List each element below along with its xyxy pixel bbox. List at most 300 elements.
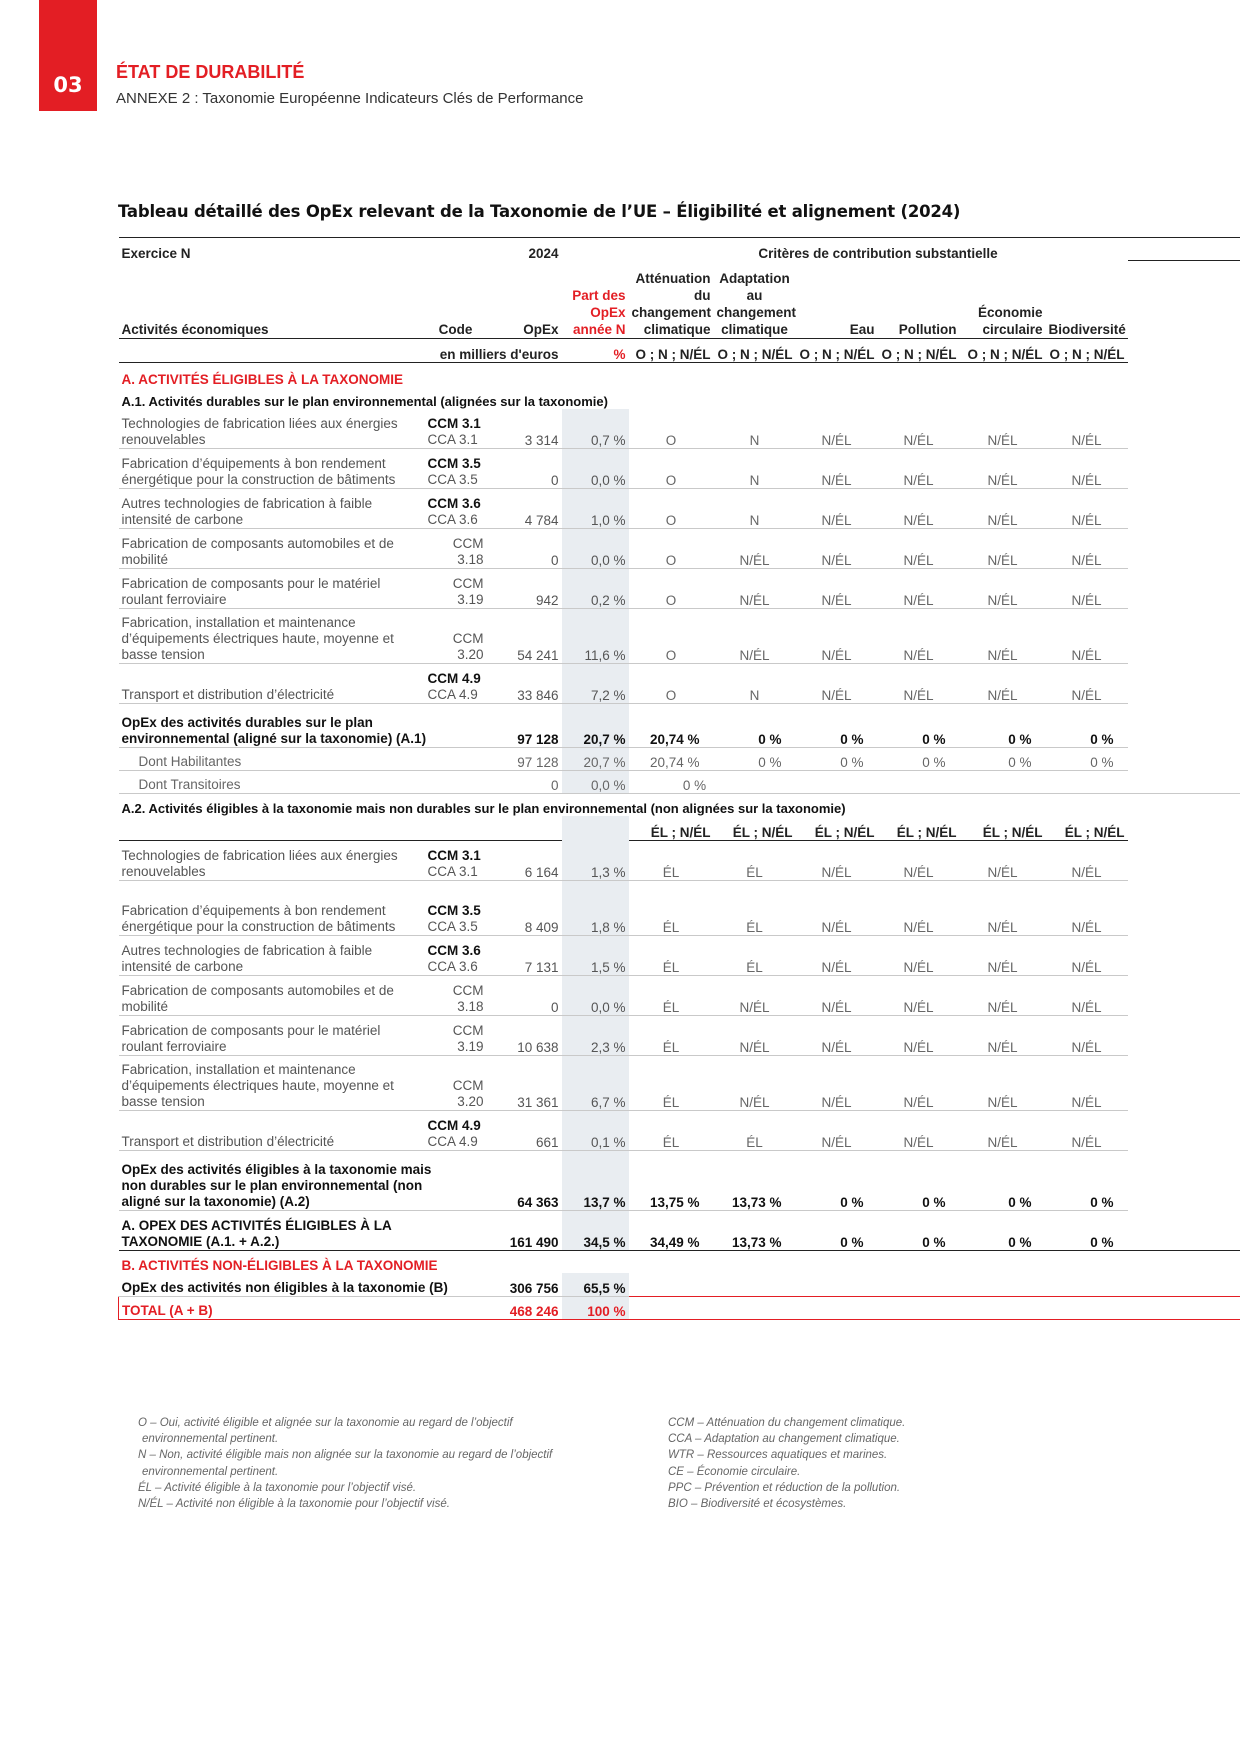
- criterion-value: N/ÉL: [714, 609, 796, 664]
- table-units-row: [119, 339, 1240, 363]
- a-total-row: [119, 1210, 1240, 1250]
- opex-value: 8 409: [487, 880, 562, 935]
- activity-row: [119, 1055, 1240, 1110]
- criterion-value: N/ÉL: [878, 569, 960, 609]
- criterion-value: N/ÉL: [878, 1055, 960, 1110]
- criterion-value: N/ÉL: [1046, 529, 1128, 569]
- ccm-column-header-line: climatique: [643, 322, 711, 337]
- criterion-value: O: [629, 489, 714, 529]
- grand-total-row-label: TOTAL (A + B): [119, 1297, 487, 1320]
- activity-code-number: 3.19: [457, 592, 484, 607]
- a-total-row-label: A. OPEX DES ACTIVITÉS ÉLIGIBLES À LA TAXONOMIE (A.1. + A.2.): [119, 1210, 487, 1250]
- criterion-value: N/ÉL: [1046, 1015, 1128, 1055]
- activity-code-primary: CCM 3.1: [427, 416, 481, 431]
- empty-cell: [1128, 339, 1240, 363]
- criterion-value: 13,73 %: [714, 1210, 796, 1250]
- criterion-value: O: [629, 569, 714, 609]
- activity-code: [425, 664, 487, 704]
- a2-units-row: [119, 816, 1240, 840]
- activity-code-prefix: CCM: [452, 1022, 484, 1038]
- criterion-value: 0 %: [960, 704, 1046, 748]
- criterion-value: N/ÉL: [960, 609, 1046, 664]
- criterion-value: 0 %: [878, 1150, 960, 1210]
- criteria-unit: O ; N ; N/ÉL: [796, 339, 878, 363]
- activity-code-primary: CCM 3.5: [427, 456, 481, 471]
- activity-code-secondary: CCA 3.1: [427, 863, 478, 879]
- activity-code-prefix: CCM: [452, 631, 484, 646]
- criterion-value: 0 %: [1046, 1150, 1128, 1210]
- activity-code-prefix: CCM: [452, 982, 484, 998]
- criterion-value: O: [629, 609, 714, 664]
- activity-code-prefix: CCM: [452, 1077, 484, 1093]
- criterion-value: 13,73 %: [714, 1150, 796, 1210]
- criterion-value: 34,49 %: [629, 1210, 714, 1250]
- criterion-value: N/ÉL: [878, 664, 960, 704]
- activity-name: Fabrication de composants pour le matériel roulant ferroviaire: [119, 569, 425, 609]
- empty-cell: [1046, 1297, 1128, 1320]
- activity-code-number: 3.18: [457, 552, 484, 567]
- criterion-value: 20,74 %: [629, 748, 714, 771]
- criterion-value: 0 %: [714, 748, 796, 771]
- empty-cell: [714, 1297, 796, 1320]
- empty-cell: [714, 1273, 796, 1297]
- b-row: [119, 1273, 1240, 1297]
- activity-code: [425, 840, 487, 880]
- empty-cell: [1128, 975, 1240, 1015]
- criterion-value: N/ÉL: [1046, 840, 1128, 880]
- a-total-row-opex: 161 490: [487, 1210, 562, 1250]
- activity-code-number: 3.20: [457, 647, 484, 662]
- activity-code-number: 3.18: [457, 998, 484, 1014]
- criterion-value: N/ÉL: [878, 489, 960, 529]
- opex-value: 3 314: [487, 409, 562, 449]
- activity-name: Technologies de fabrication liées aux énergies renouvelables: [119, 840, 425, 880]
- criteria-unit: ÉL ; N/ÉL: [1046, 816, 1128, 840]
- pollution-column-header: Pollution: [898, 322, 957, 337]
- opex-value: 54 241: [487, 609, 562, 664]
- a1-total-row: [119, 704, 1240, 748]
- criterion-value: N/ÉL: [878, 449, 960, 489]
- empty-cell: [1128, 748, 1240, 771]
- criterion-value: ÉL: [629, 1055, 714, 1110]
- empty-cell: [562, 816, 629, 840]
- empty-cell: [1128, 409, 1240, 449]
- legend-note: WTR – Ressources aquatiques et marines.: [668, 1449, 888, 1462]
- criterion-value: N/ÉL: [878, 609, 960, 664]
- criteria-unit: ÉL ; N/ÉL: [878, 816, 960, 840]
- share-value: 0,1 %: [562, 1110, 629, 1150]
- empty-cell: [1128, 704, 1240, 748]
- empty-cell: [1128, 1273, 1240, 1297]
- cca-column-header-line: climatique: [721, 322, 788, 337]
- activity-name: Transport et distribution d’électricité: [119, 1110, 425, 1150]
- criterion-value: ÉL: [629, 840, 714, 880]
- activity-code: [425, 489, 487, 529]
- activity-code-number: 3.20: [457, 1093, 484, 1109]
- opex-table: [118, 237, 1240, 1320]
- circular-column-header-line: Économie: [977, 305, 1043, 320]
- empty-cell: [1128, 664, 1240, 704]
- criterion-value: N/ÉL: [1046, 489, 1128, 529]
- activity-code-primary: CCM 3.5: [427, 902, 481, 918]
- grand-total-row: [119, 1297, 1240, 1320]
- a1-total-row-label: OpEx des activités durables sur le plan environnemental (aligné sur la taxonomie) (A.1): [119, 704, 487, 748]
- activity-name: Fabrication d’équipements à bon rendement énergétique pour la construction de bâtiments: [119, 449, 425, 489]
- share-value: 0,7 %: [562, 409, 629, 449]
- criterion-value: 0 %: [714, 704, 796, 748]
- criterion-value: [796, 771, 878, 794]
- criterion-value: ÉL: [714, 1110, 796, 1150]
- empty-cell: [1128, 609, 1240, 664]
- activity-row: [119, 1110, 1240, 1150]
- criterion-value: N: [714, 409, 796, 449]
- opex-value: 0: [487, 975, 562, 1015]
- a1-total-row-opex: 97 128: [487, 704, 562, 748]
- section-title: ÉTAT DE DURABILITÉ: [116, 62, 305, 82]
- criterion-value: 20,74 %: [629, 704, 714, 748]
- criterion-value: N/ÉL: [878, 529, 960, 569]
- criterion-value: N/ÉL: [1046, 609, 1128, 664]
- grand-total-row-share: 100 %: [562, 1297, 629, 1320]
- a1-transitional-row-opex: 0: [550, 778, 559, 793]
- empty-cell: [1128, 1110, 1240, 1150]
- activity-code: [425, 880, 487, 935]
- criterion-value: 0 %: [1046, 748, 1128, 771]
- activity-code: [425, 409, 487, 449]
- cca-column-header: [714, 261, 796, 339]
- criterion-value: N/ÉL: [1046, 1055, 1128, 1110]
- criterion-value: N/ÉL: [960, 664, 1046, 704]
- activity-code-primary: CCM 3.1: [427, 847, 481, 863]
- ccm-column-header: [629, 261, 714, 339]
- legend-notes-left: [138, 1415, 552, 1512]
- empty-cell: [796, 1297, 878, 1320]
- empty-cell: [1046, 1273, 1128, 1297]
- criterion-value: N/ÉL: [1046, 409, 1128, 449]
- share-column-header: [562, 261, 629, 339]
- activity-row: [119, 1015, 1240, 1055]
- empty-cell: [1128, 261, 1240, 339]
- activity-code: [425, 935, 487, 975]
- criterion-value: N/ÉL: [1046, 880, 1128, 935]
- criterion-value: N/ÉL: [1046, 975, 1128, 1015]
- section-a2-title: A.2. Activités éligibles à la taxonomie mais non durables sur le plan environnemental (non alignées sur la taxonomie): [119, 794, 1240, 817]
- activity-code-number: 3.19: [457, 1038, 484, 1054]
- criterion-value: ÉL: [629, 1015, 714, 1055]
- criterion-value: N/ÉL: [960, 1055, 1046, 1110]
- criterion-value: ÉL: [714, 840, 796, 880]
- legend-note: ÉL – Activité éligible à la taxonomie pour l’objectif visé.: [138, 1481, 417, 1494]
- activity-row: [119, 489, 1240, 529]
- activity-code-secondary: CCA 3.5: [427, 472, 478, 487]
- biodiversity-column-header: Biodiversité: [1048, 322, 1126, 337]
- share-value: 2,3 %: [562, 1015, 629, 1055]
- activity-code: [425, 975, 487, 1015]
- criterion-value: ÉL: [629, 975, 714, 1015]
- ccm-column-header-line: changement: [631, 305, 712, 320]
- opex-unit: en milliers d'euros: [425, 339, 562, 363]
- criterion-value: N/ÉL: [1046, 1110, 1128, 1150]
- empty-cell: [119, 339, 425, 363]
- activity-row: [119, 449, 1240, 489]
- activity-code: [425, 1015, 487, 1055]
- cca-column-header-line: changement: [716, 305, 797, 320]
- activity-code-prefix: CCM: [452, 536, 484, 551]
- criterion-value: N/ÉL: [796, 409, 878, 449]
- criterion-value: N/ÉL: [878, 935, 960, 975]
- criterion-value: N/ÉL: [960, 569, 1046, 609]
- opex-value: 6 164: [487, 840, 562, 880]
- share-value: 1,8 %: [562, 880, 629, 935]
- ccm-column-header-line: Atténuation: [635, 271, 711, 286]
- a1-enabling-row: [119, 748, 1240, 771]
- legend-note: CCA – Adaptation au changement climatique.: [668, 1433, 900, 1446]
- criterion-value: N/ÉL: [796, 935, 878, 975]
- criterion-value: N/ÉL: [1046, 664, 1128, 704]
- legend-note: BIO – Biodiversité et écosystèmes.: [668, 1498, 847, 1511]
- activity-code-secondary: CCA 3.1: [427, 432, 478, 447]
- circular-column-header: [960, 261, 1046, 339]
- activity-code-primary: CCM 4.9: [427, 671, 481, 686]
- share-value: 0,2 %: [562, 569, 629, 609]
- criterion-value: N/ÉL: [796, 1015, 878, 1055]
- criterion-value: N/ÉL: [796, 664, 878, 704]
- criterion-value: 0 %: [960, 748, 1046, 771]
- criterion-value: N/ÉL: [878, 975, 960, 1015]
- share-column-header-line: OpEx: [590, 305, 626, 320]
- opex-value: 31 361: [487, 1055, 562, 1110]
- empty-cell: [487, 816, 562, 840]
- table-column-header: [119, 261, 1240, 339]
- criterion-value: N/ÉL: [960, 935, 1046, 975]
- criterion-value: 0 %: [878, 748, 960, 771]
- code-column-header: Code: [438, 322, 473, 337]
- criterion-value: N/ÉL: [714, 529, 796, 569]
- activity-name: Transport et distribution d’électricité: [119, 664, 425, 704]
- ccm-column-header-line: du: [694, 288, 711, 303]
- criterion-value: N/ÉL: [960, 409, 1046, 449]
- criterion-value: 0 %: [796, 1150, 878, 1210]
- empty-cell: [1128, 1210, 1240, 1250]
- activity-name: Fabrication de composants automobiles et de mobilité: [119, 529, 425, 569]
- criterion-value: N/ÉL: [714, 975, 796, 1015]
- activity-code-primary: CCM 4.9: [427, 1117, 481, 1133]
- criterion-value: ÉL: [714, 935, 796, 975]
- criterion-value: O: [629, 449, 714, 489]
- criterion-value: N/ÉL: [714, 1055, 796, 1110]
- criterion-value: N/ÉL: [796, 880, 878, 935]
- empty-cell: [1128, 449, 1240, 489]
- criterion-value: N/ÉL: [960, 840, 1046, 880]
- criterion-value: N/ÉL: [796, 449, 878, 489]
- criterion-value: N/ÉL: [878, 880, 960, 935]
- criterion-value: N/ÉL: [960, 1015, 1046, 1055]
- activity-code-secondary: CCA 4.9: [427, 1133, 478, 1149]
- opex-value: 0: [487, 449, 562, 489]
- section-a1-heading: [119, 387, 1240, 409]
- a1-enabling-row-opex: 97 128: [487, 748, 562, 771]
- activity-code: [425, 1110, 487, 1150]
- criterion-value: N: [714, 664, 796, 704]
- opex-value: 33 846: [487, 664, 562, 704]
- criterion-value: N/ÉL: [960, 489, 1046, 529]
- empty-cell: [1128, 771, 1240, 794]
- share-value: 6,7 %: [562, 1055, 629, 1110]
- activity-name: Fabrication de composants automobiles et de mobilité: [119, 975, 425, 1015]
- table-top-header: [119, 238, 1240, 261]
- activity-name: Fabrication de composants pour le matériel roulant ferroviaire: [119, 1015, 425, 1055]
- share-value: 0,0 %: [562, 975, 629, 1015]
- b-row-opex: 306 756: [487, 1273, 562, 1297]
- empty-cell: [562, 238, 629, 261]
- legend-note: CE – Économie circulaire.: [668, 1465, 801, 1478]
- empty-cell: [1128, 1297, 1240, 1320]
- activity-row: [119, 935, 1240, 975]
- criterion-value: [878, 771, 960, 794]
- criteria-unit: O ; N ; N/ÉL: [714, 339, 796, 363]
- empty-cell: [1128, 1055, 1240, 1110]
- criterion-value: N/ÉL: [960, 449, 1046, 489]
- empty-cell: [1128, 1150, 1240, 1210]
- criterion-value: N/ÉL: [796, 840, 878, 880]
- criterion-value: N/ÉL: [796, 529, 878, 569]
- criterion-value: 0 %: [960, 1150, 1046, 1210]
- share-value: 1,0 %: [562, 489, 629, 529]
- empty-cell: [960, 1273, 1046, 1297]
- criteria-unit: ÉL ; N/ÉL: [714, 816, 796, 840]
- activity-name: Technologies de fabrication liées aux énergies renouvelables: [119, 409, 425, 449]
- empty-cell: [960, 1297, 1046, 1320]
- criterion-value: N: [714, 449, 796, 489]
- activity-row: [119, 409, 1240, 449]
- circular-column-header-line: circulaire: [982, 322, 1043, 337]
- a1-transitional-row-share: 0,0 %: [562, 771, 629, 794]
- section-a-title: A. ACTIVITÉS ÉLIGIBLES À LA TAXONOMIE: [121, 372, 404, 387]
- criterion-value: N/ÉL: [1046, 935, 1128, 975]
- b-row-share: 65,5 %: [562, 1273, 629, 1297]
- share-column-header-line: Part des: [572, 288, 626, 303]
- section-b-title: B. ACTIVITÉS NON-ÉLIGIBLES À LA TAXONOMIE: [121, 1257, 438, 1273]
- criterion-value: N/ÉL: [714, 1015, 796, 1055]
- activity-name: Autres technologies de fabrication à faible intensité de carbone: [119, 935, 425, 975]
- activity-code-primary: CCM 3.6: [427, 942, 481, 958]
- a1-transitional-row-label: Dont Transitoires: [138, 777, 241, 792]
- criterion-value: N/ÉL: [960, 880, 1046, 935]
- activity-name: Fabrication, installation et maintenance d’équipements électriques haute, moyenne et basse tension: [119, 1055, 425, 1110]
- share-value: 0,0 %: [562, 449, 629, 489]
- activity-row: [119, 529, 1240, 569]
- legend-note: N – Non, activité éligible mais non alignée sur la taxonomie au regard de l’objectif: [138, 1449, 553, 1462]
- chapter-number: 03: [53, 73, 83, 97]
- activity-code-secondary: CCA 3.6: [427, 958, 478, 974]
- activity-column-header: Activités économiques: [121, 322, 269, 337]
- a-total-row-share: 34,5 %: [562, 1210, 629, 1250]
- activity-row: [119, 609, 1240, 664]
- criterion-value: N/ÉL: [960, 975, 1046, 1015]
- share-column-header-line: année N: [572, 322, 626, 337]
- criterion-value: ÉL: [714, 880, 796, 935]
- empty-cell: [1128, 489, 1240, 529]
- criterion-value: N/ÉL: [960, 1110, 1046, 1150]
- criterion-value: N/ÉL: [878, 409, 960, 449]
- criterion-value: N/ÉL: [796, 1055, 878, 1110]
- criterion-value: O: [629, 529, 714, 569]
- activity-name: Fabrication d’équipements à bon rendement énergétique pour la construction de bâtiments: [119, 880, 425, 935]
- water-column-header: Eau: [849, 322, 875, 337]
- criterion-value: [960, 771, 1046, 794]
- empty-cell: [1128, 569, 1240, 609]
- a1-enabling-row-label: Dont Habilitantes: [119, 748, 487, 771]
- a2-total-row-opex: 64 363: [487, 1150, 562, 1210]
- activity-code-prefix: CCM: [452, 576, 484, 591]
- legend-notes-right: [668, 1415, 905, 1512]
- legend-note: environnemental pertinent.: [142, 1465, 279, 1478]
- legend-note: environnemental pertinent.: [142, 1433, 279, 1446]
- criterion-value: N/ÉL: [796, 1110, 878, 1150]
- share-value: 7,2 %: [562, 664, 629, 704]
- cca-column-header-line: Adaptation: [719, 271, 790, 286]
- criterion-value: [1046, 771, 1128, 794]
- activity-code: [425, 449, 487, 489]
- criteria-unit: O ; N ; N/ÉL: [629, 339, 714, 363]
- section-a1-title: A.1. Activités durables sur le plan environnemental (alignées sur la taxonomie): [121, 394, 608, 409]
- b-row-label: OpEx des activités non éligibles à la taxonomie (B): [119, 1273, 487, 1297]
- activity-code-primary: CCM 3.6: [427, 496, 481, 511]
- activity-row: [119, 840, 1240, 880]
- criteria-unit: ÉL ; N/ÉL: [960, 816, 1046, 840]
- empty-cell: [1128, 816, 1240, 840]
- criteria-unit: ÉL ; N/ÉL: [796, 816, 878, 840]
- activity-code-secondary: CCA 3.6: [427, 512, 478, 527]
- share-value: 1,5 %: [562, 935, 629, 975]
- criterion-value: O: [629, 409, 714, 449]
- opex-value: 4 784: [487, 489, 562, 529]
- criterion-value: 0 %: [878, 704, 960, 748]
- grand-total-row-opex: 468 246: [487, 1297, 562, 1320]
- a2-total-row-share: 13,7 %: [562, 1150, 629, 1210]
- activity-code-secondary: CCA 4.9: [427, 687, 478, 702]
- opex-value: 942: [487, 569, 562, 609]
- criterion-value: N/ÉL: [1046, 449, 1128, 489]
- empty-cell: [1128, 935, 1240, 975]
- criterion-value: N/ÉL: [796, 489, 878, 529]
- criterion-value: 0 %: [796, 1210, 878, 1250]
- activity-code: [425, 609, 487, 664]
- criterion-value: 0 %: [960, 1210, 1046, 1250]
- criterion-value: N/ÉL: [960, 529, 1046, 569]
- criterion-value: N/ÉL: [796, 609, 878, 664]
- criterion-value: N: [714, 489, 796, 529]
- criterion-value: 0 %: [1046, 1210, 1128, 1250]
- legend-note: PPC – Prévention et réduction de la pollution.: [668, 1481, 901, 1494]
- criteria-unit: ÉL ; N/ÉL: [629, 816, 714, 840]
- criterion-value: 0 %: [682, 778, 707, 793]
- empty-cell: [796, 1273, 878, 1297]
- activity-code: [425, 1055, 487, 1110]
- criteria-unit: O ; N ; N/ÉL: [960, 339, 1046, 363]
- empty-cell: [878, 1297, 960, 1320]
- activity-name: Fabrication, installation et maintenance d’équipements électriques haute, moyenne et basse tension: [119, 609, 425, 664]
- activity-row: [119, 880, 1240, 935]
- section-a-heading: [119, 363, 1240, 388]
- criterion-value: ÉL: [629, 1110, 714, 1150]
- criterion-value: N/ÉL: [796, 569, 878, 609]
- opex-value: 0: [487, 529, 562, 569]
- share-value: 1,3 %: [562, 840, 629, 880]
- chapter-tab: [39, 0, 97, 111]
- activity-code-secondary: CCA 3.5: [427, 918, 478, 934]
- section-a2-heading: [119, 794, 1240, 817]
